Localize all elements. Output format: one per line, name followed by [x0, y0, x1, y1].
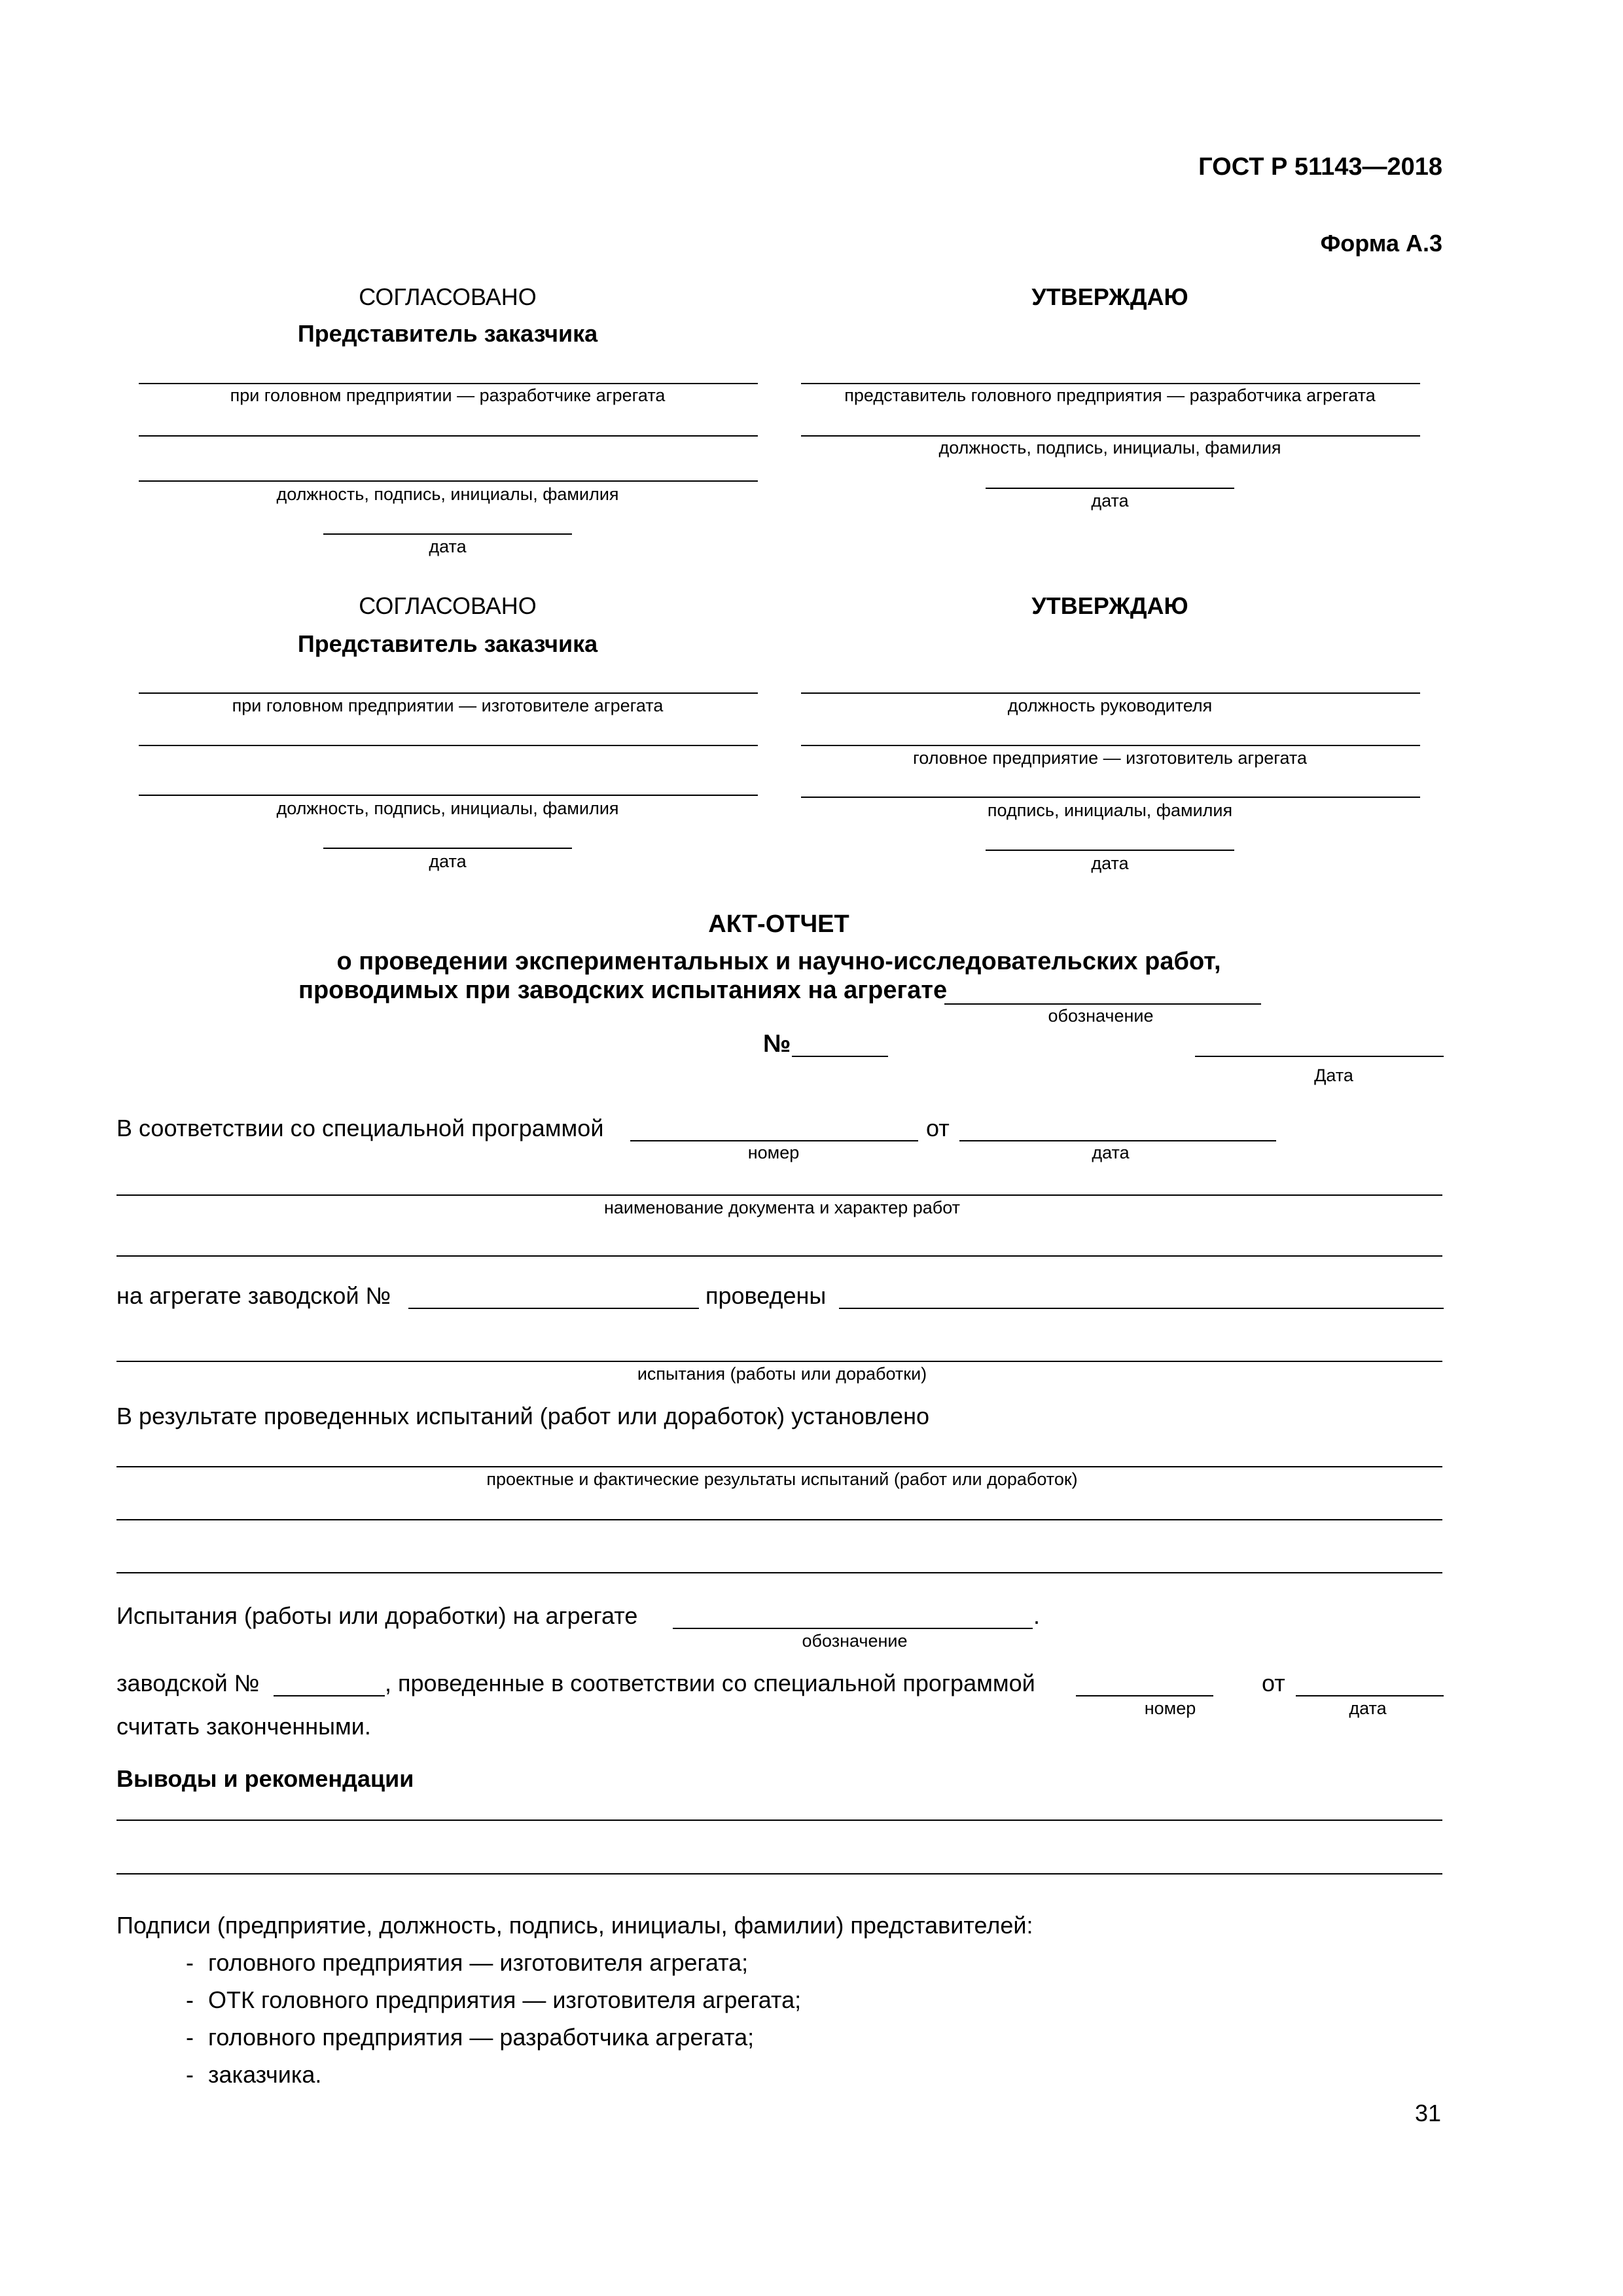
unit-serial-text: на агрегате заводской №	[116, 1282, 391, 1309]
list-bullet: -	[186, 2061, 194, 2088]
date-line	[986, 488, 1234, 489]
list-item: заказчика.	[208, 2061, 322, 2088]
caption-head-position: должность руководителя	[1007, 696, 1213, 715]
list-bullet: -	[186, 2024, 194, 2051]
approve-heading-2: УТВЕРЖДАЮ	[1031, 592, 1188, 619]
act-subtitle-line-2: проводимых при заводских испытаниях на агрегате	[298, 977, 948, 1004]
date-line	[986, 850, 1234, 851]
serial-number-line-2	[274, 1695, 385, 1696]
caption-developer-rep: представитель головного предприятия — разработчика агрегата	[844, 386, 1376, 405]
signature-line	[801, 745, 1420, 746]
results-line-2	[116, 1519, 1442, 1520]
period: .	[1033, 1602, 1041, 1629]
signature-line	[801, 435, 1420, 437]
act-number-line	[792, 1056, 888, 1057]
signature-line	[139, 480, 758, 482]
signature-line	[801, 383, 1420, 384]
standard-number: ГОСТ Р 51143—2018	[1198, 153, 1442, 181]
results-line-3	[116, 1572, 1442, 1573]
program-number-line-2	[1076, 1695, 1213, 1696]
caption-customer-rep-manufacturer: при головном предприятии — изготовителе агрегата	[232, 696, 664, 715]
signature-line	[139, 383, 758, 384]
conclusions-line	[116, 1820, 1442, 1821]
caption-act-date: Дата	[1314, 1066, 1353, 1085]
results-text: В результате проведенных испытаний (работ или доработок) установлено	[116, 1403, 929, 1429]
program-reference-text: В соответствии со специальной программой	[116, 1115, 604, 1141]
list-item: головного предприятия — разработчика агрегата;	[208, 2024, 755, 2051]
caption-position-signature: должность, подпись, инициалы, фамилия	[938, 438, 1281, 457]
list-bullet: -	[186, 1949, 194, 1976]
act-subtitle-line-1: о проведении экспериментальных и научно-исследовательских работ,	[336, 948, 1221, 975]
caption-date: дата	[1349, 1698, 1387, 1718]
signature-line	[139, 435, 758, 437]
date-line	[323, 848, 572, 849]
program-date-line	[959, 1140, 1276, 1141]
conclusions-heading: Выводы и рекомендации	[116, 1765, 414, 1792]
caption-date: дата	[1092, 1143, 1130, 1162]
signature-line	[801, 797, 1420, 798]
caption-position-signature: должность, подпись, инициалы, фамилия	[276, 798, 619, 818]
signature-line	[139, 745, 758, 746]
agreed-heading-2: СОГЛАСОВАНО	[359, 592, 537, 619]
performed-label: проведены	[705, 1282, 827, 1309]
caption-position-signature: должность, подпись, инициалы, фамилия	[276, 484, 619, 504]
unit-designation-line	[673, 1628, 1033, 1629]
caption-date: дата	[1091, 491, 1129, 511]
caption-customer-rep-developer: при головном предприятии — разработчике агрегата	[230, 386, 666, 405]
page-number: 31	[1414, 2100, 1441, 2126]
signatures-text: Подписи (предприятие, должность, подпись, инициалы, фамилии) представителей:	[116, 1912, 1033, 1939]
act-date-line	[1195, 1056, 1444, 1057]
from-label-2: от	[1262, 1670, 1285, 1696]
caption-document-name: наименование документа и характер работ	[603, 1198, 961, 1217]
act-title: АКТ-ОТЧЕТ	[708, 910, 849, 938]
list-item: головного предприятия — изготовителя агрегата;	[208, 1949, 749, 1976]
caption-results: проектные и фактические результаты испытаний (работ или доработок)	[486, 1469, 1078, 1489]
list-item: ОТК головного предприятия — изготовителя агрегата;	[208, 1986, 802, 2013]
caption-date: дата	[429, 852, 467, 871]
signature-line	[801, 692, 1420, 694]
tests-on-unit-text: Испытания (работы или доработки) на агрегате	[116, 1602, 638, 1629]
designation-line	[944, 1003, 1261, 1005]
results-line	[116, 1466, 1442, 1467]
tests-line	[116, 1361, 1442, 1362]
agreed-heading-1: СОГЛАСОВАНО	[359, 283, 537, 310]
document-name-line	[116, 1194, 1442, 1196]
performed-line	[839, 1308, 1444, 1309]
number-sign: №	[763, 1030, 791, 1058]
conclusions-line-2	[116, 1873, 1442, 1874]
caption-number: номер	[1144, 1698, 1196, 1718]
date-line	[323, 533, 572, 535]
program-number-line	[630, 1140, 918, 1141]
signature-line	[139, 692, 758, 694]
approve-heading-1: УТВЕРЖДАЮ	[1031, 283, 1188, 310]
caption-date: дата	[1091, 853, 1129, 873]
consider-completed-text: считать законченными.	[116, 1713, 371, 1740]
customer-rep-heading-1: Представитель заказчика	[297, 320, 598, 347]
signature-line	[139, 795, 758, 796]
caption-signature: подпись, инициалы, фамилия	[987, 800, 1233, 820]
program-date-line-2	[1296, 1695, 1444, 1696]
document-name-line-2	[116, 1255, 1442, 1257]
caption-date: дата	[429, 537, 467, 556]
customer-rep-heading-2: Представитель заказчика	[297, 630, 598, 657]
serial-label: заводской №	[116, 1670, 260, 1696]
serial-number-line	[408, 1308, 699, 1309]
from-label: от	[926, 1115, 950, 1141]
caption-designation: обозначение	[1048, 1006, 1154, 1026]
program-conducted-text: , проведенные в соответствии со специальной программой	[385, 1670, 1035, 1696]
caption-manufacturer: головное предприятие — изготовитель агрегата	[913, 748, 1307, 768]
list-bullet: -	[186, 1986, 194, 2013]
caption-tests: испытания (работы или доработки)	[637, 1364, 927, 1384]
form-number: Форма А.3	[1320, 230, 1442, 257]
caption-number: номер	[747, 1143, 800, 1162]
caption-designation: обозначение	[802, 1631, 908, 1651]
